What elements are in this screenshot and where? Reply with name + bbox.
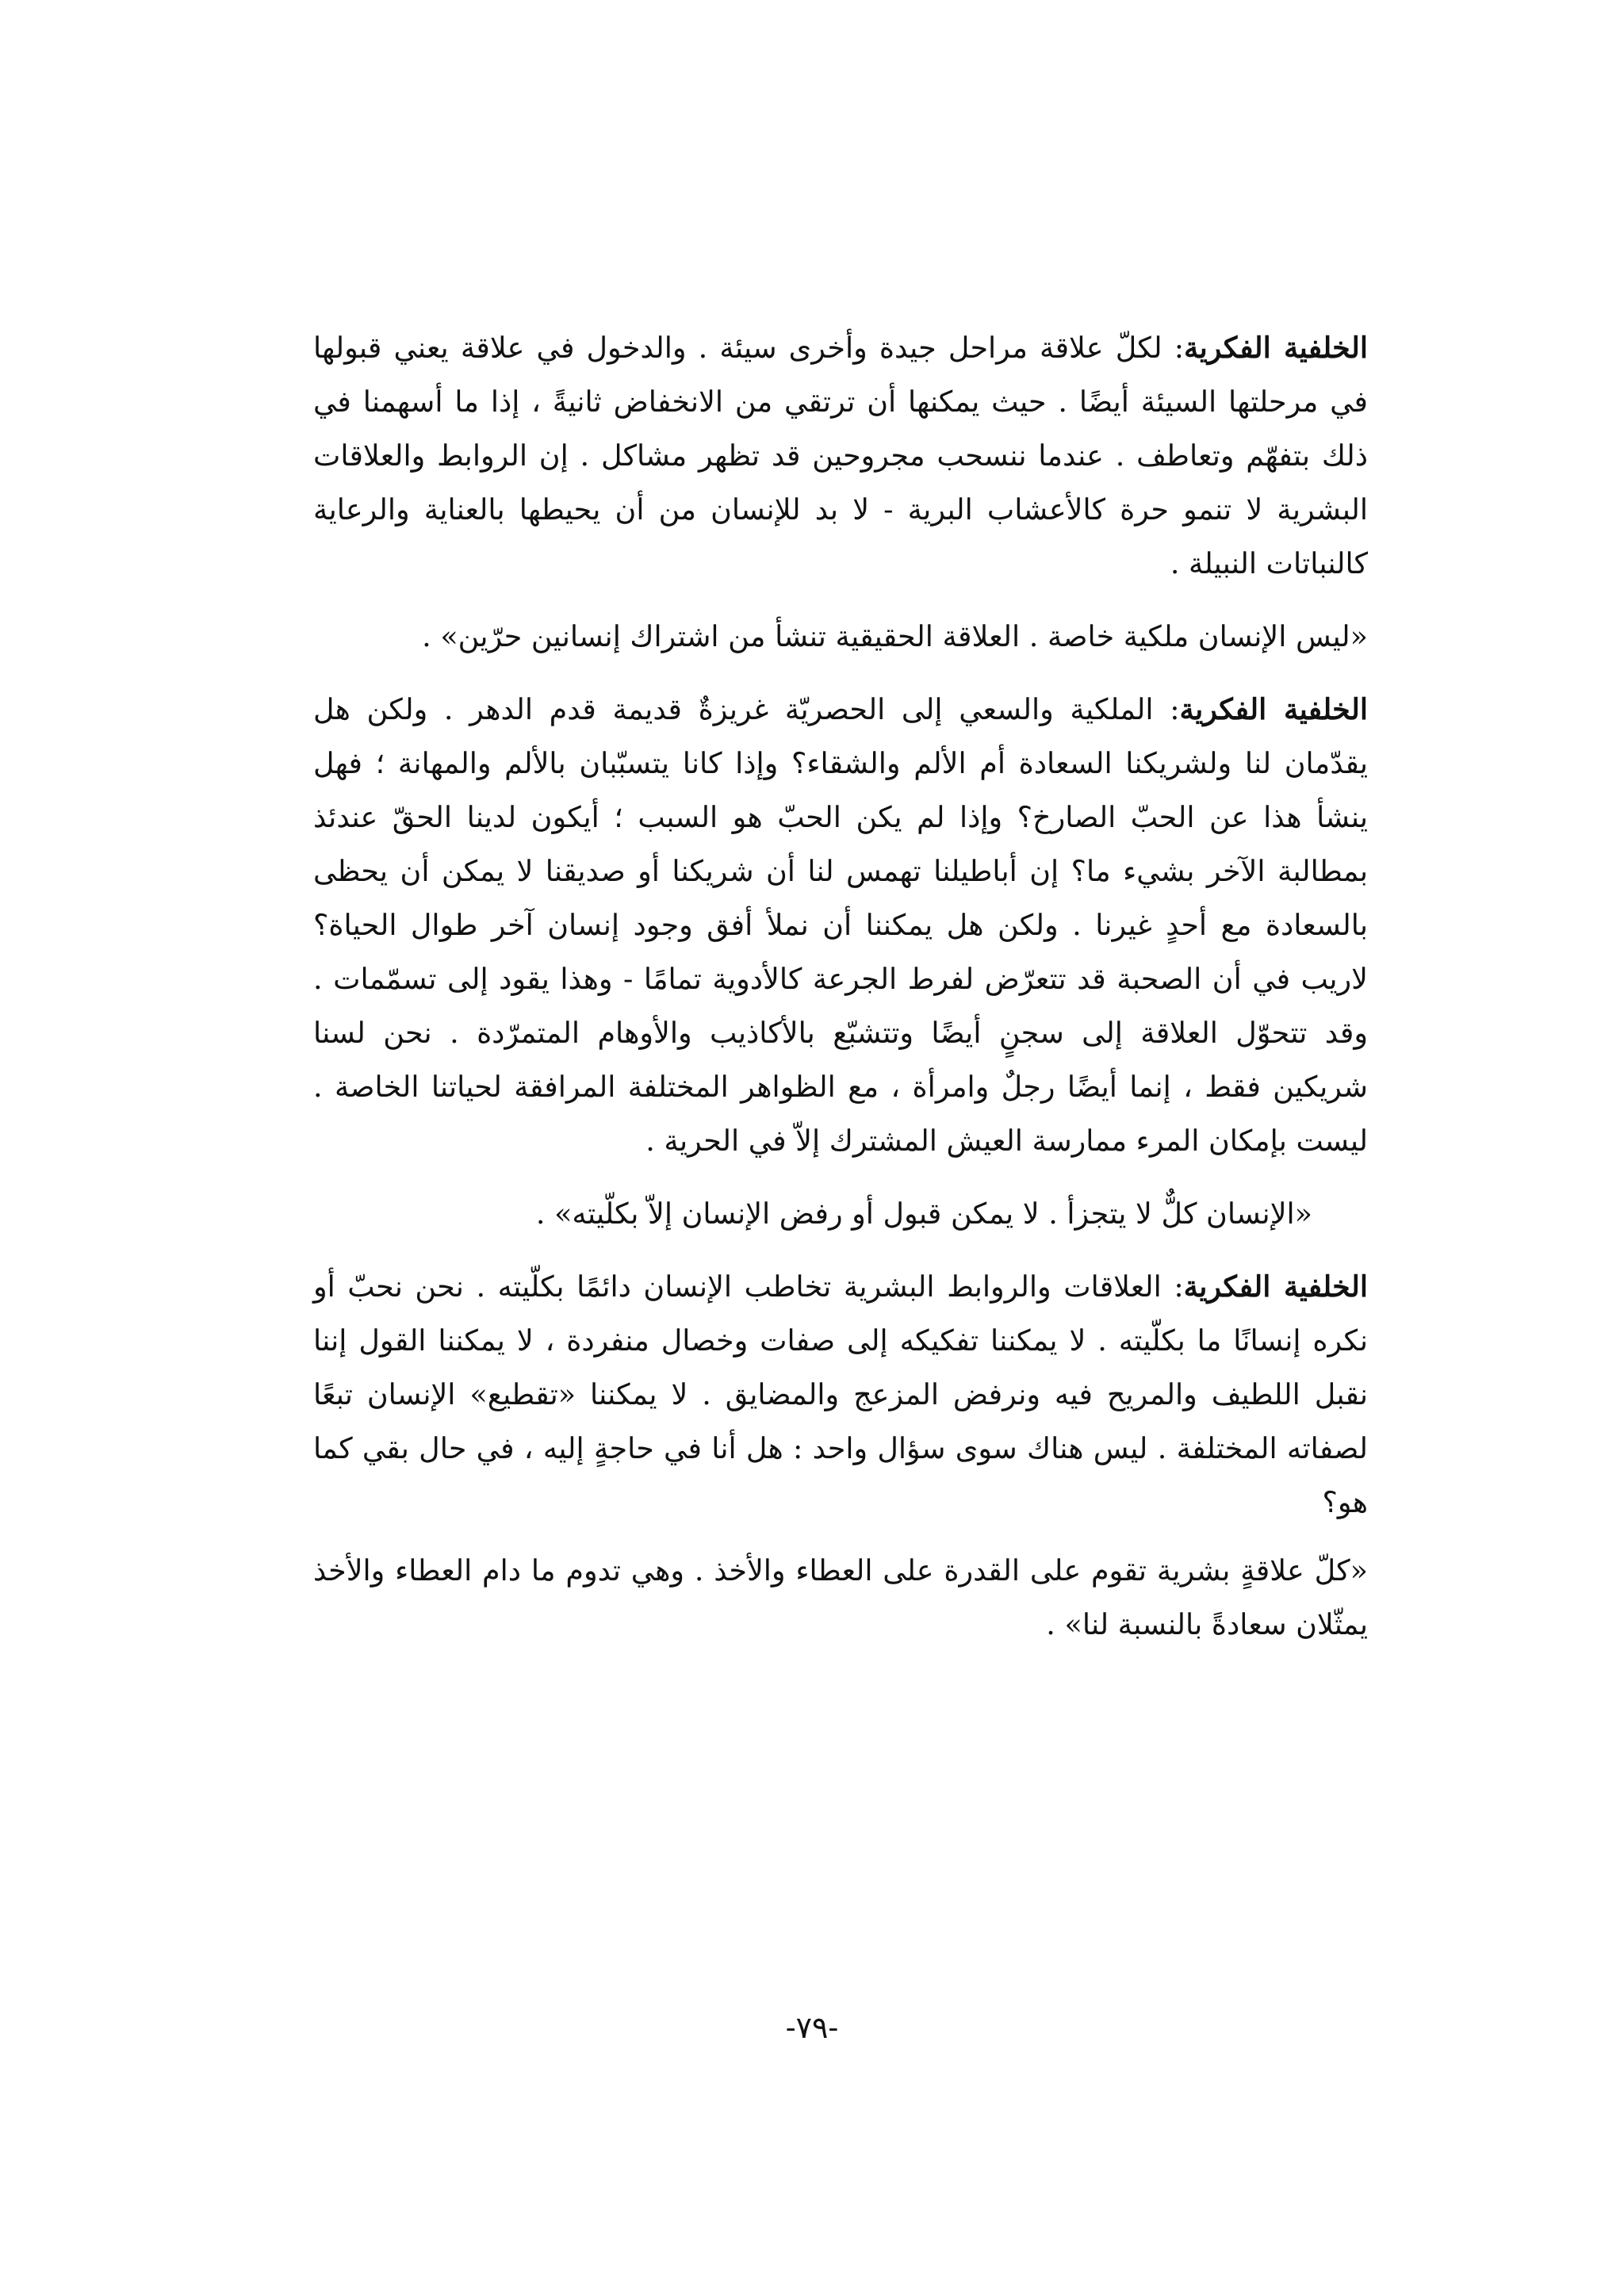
quote-3: «كلّ علاقةٍ بشرية تقوم على القدرة على العطاء والأخذ . وهي تدوم ما دام العطاء والأخذ يمثّلان سعادةً بالنسبة لنا» . <box>313 1553 1368 1641</box>
paragraph-text: : الملكية والسعي إلى الحصريّة غريزةٌ قديمة قدم الدهر . ولكن هل يقدّمان لنا ولشريكنا السعادة أم الألم والشقاء؟ وإذا كانا يتسبّبان بالألم والمهانة ؛ فهل ينشأ هذا عن الحبّ الصارخ؟ وإذا لم يكن الحبّ هو السبب ؛ أيكون لدينا الحقّ عندئذ بمطالبة الآخر بشيء ما؟ إن أباطيلنا تهمس لنا أن شريكنا أو صديقنا لا يمكن أن يحظى بالسعادة مع أحدٍ غيرنا . ولكن هل يمكننا أن نملأ أفق وجود إنسان آخر طوال الحياة؟ لاريب في أن الصحبة قد تتعرّض لفرط الجرعة كالأدوية تمامًا - وهذا يقود إلى تسمّمات . وقد تتحوّل العلاقة إلى سجنٍ أيضًا وتتشبّع بالأكاذيب والأوهام المتمرّدة . نحن لسنا شريكين فقط ، إنما أيضًا رجلٌ وامرأة ، مع الظواهر المختلفة المرافقة لحياتنا الخاصة . ليست بإمكان المرء ممارسة العيش المشترك إلاّ في الحرية . <box>313 692 1368 1158</box>
paragraph-text: : العلاقات والروابط البشرية تخاطب الإنسان دائمًا بكلّيته . نحن نحبّ أو نكره إنسانًا ما بكلّيته . لا يمكننا تفكيكه إلى صفات وخصال منفردة ، لا يمكننا القول إننا نقبل اللطيف والمريح فيه ونرفض المزعج والمضايق . لا يمكننا «تقطيع» الإنسان تبعًا لصفاته المختلفة . ليس هناك سوى سؤال واحد : هل أنا في حاجةٍ إليه ، في حال بقي كما هو؟ <box>313 1269 1368 1519</box>
quote-2: «الإنسان كلٌّ لا يتجزأ . لا يمكن قبول أو رفض الإنسان إلاّ بكلّيته» . <box>535 1197 1312 1231</box>
paragraph-2 <box>313 683 1368 1168</box>
paragraph-label: الخلفية الفكرية <box>1179 692 1368 726</box>
quote-1: «ليس الإنسان ملكية خاصة . العلاقة الحقيقية تنشأ من اشتراك إنسانين حرّين» . <box>422 619 1368 653</box>
paragraph-label: الخلفية الفكرية <box>1183 1269 1368 1304</box>
page-number: -٧٩- <box>785 2010 839 2045</box>
page-body <box>313 321 1368 1671</box>
paragraph-1 <box>313 321 1368 591</box>
paragraph-3 <box>313 1260 1368 1530</box>
paragraph-label: الخلفية الفكرية <box>1184 331 1368 365</box>
paragraph-text: : لكلّ علاقة مراحل جيدة وأخرى سيئة . والدخول في علاقة يعني قبولها في مرحلتها السيئة أيضًا . حيث يمكنها أن ترتقي من الانخفاض ثانيةً ، إذا ما أسهمنا في ذلك بتفهّم وتعاطف . عندما ننسحب مجروحين قد تظهر مشاكل . إن الروابط والعلاقات البشرية لا تنمو حرة كالأعشاب البرية - لا بد للإنسان من أن يحيطها بالعناية والرعاية كالنباتات النبيلة . <box>313 331 1368 580</box>
